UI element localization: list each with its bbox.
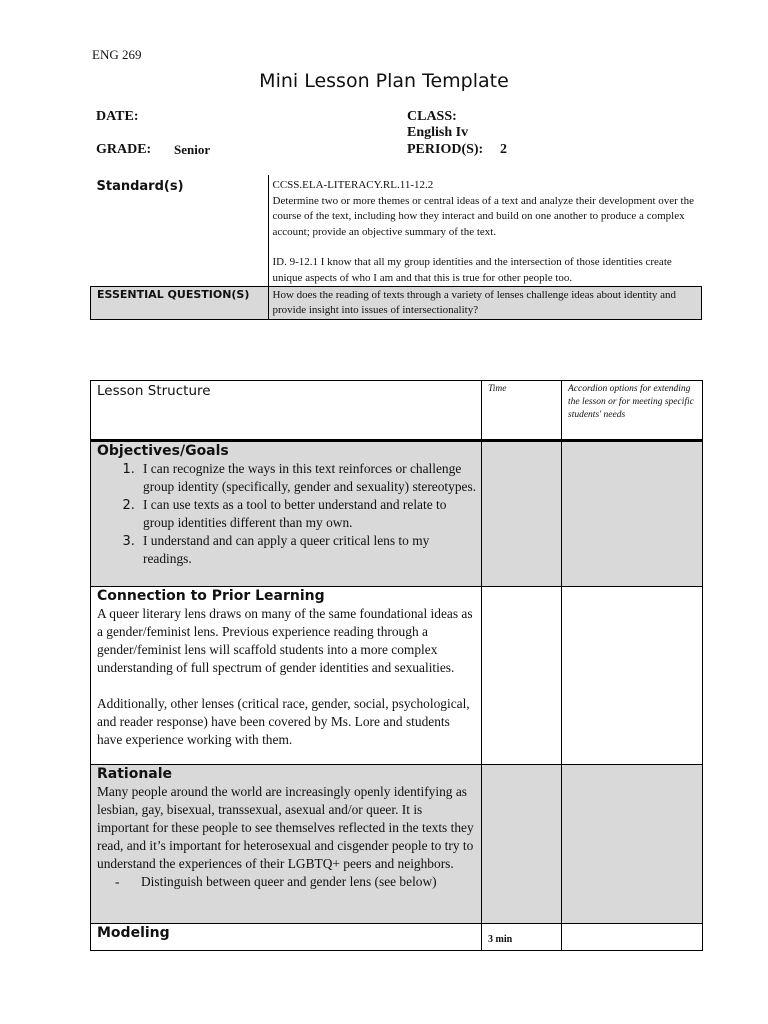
standards-description: Determine two or more themes or central ideas of a text and analyze their development over the course of the text, including how they interact and build on one another to produce a complex account; provide an objective summary of the text.	[272, 194, 694, 238]
modeling-accordion-cell	[562, 924, 703, 951]
modeling-title: Modeling	[97, 925, 170, 941]
prior-learning-time-cell	[482, 587, 562, 765]
objectives-time-cell	[482, 441, 562, 587]
essential-question-text: How does the reading of texts through a variety of lenses challenge ideas about identity and provide insight into issues of intersectionality?	[272, 289, 677, 316]
page-title: Mini Lesson Plan Template	[259, 70, 509, 92]
objectives-list	[91, 460, 481, 568]
objectives-accordion-cell	[562, 441, 703, 587]
prior-learning-paragraph: A queer literary lens draws on many of the same foundational ideas as a gender/feminist lens. Previous experience reading through a gender/feminist lens will scaffold students into a more complex understanding of full spectrum of gender identities and sexualities.	[97, 606, 473, 675]
lesson-table-header	[91, 381, 703, 441]
col-lesson-structure: Lesson Structure	[91, 381, 482, 441]
rationale-bullet: - Distinguish between queer and gender lens (see below)	[141, 873, 475, 891]
rationale-accordion-cell	[562, 765, 703, 924]
col-time: Time	[482, 381, 562, 441]
rationale-text: Many people around the world are increasingly openly identifying as lesbian, gay, bisexual, transsexual, asexual and/or queer. It is important for these people to see themselves reflected in the texts they read, and it’s important for heterosexual and cisgender people to try to understand the experiences of their LGBTQ+ peers and neighbors.	[97, 784, 474, 871]
col-accordion-options: Accordion options for extending the lesson or for meeting specific students' needs	[562, 381, 703, 441]
standards-table	[90, 175, 702, 320]
grade-label: GRADE:	[96, 142, 152, 157]
modeling-time: 3 min	[488, 934, 513, 945]
essential-question-row	[91, 287, 702, 320]
date-label: DATE:	[96, 109, 139, 124]
lesson-structure-table	[90, 380, 703, 951]
objective-item: 3. I understand and can apply a queer critical lens to my readings.	[139, 532, 477, 568]
class-value: English Iv	[407, 125, 469, 140]
prior-learning-paragraph: Additionally, other lenses (critical race, gender, social, psychological, and reader response) have been covered by Ms. Lore and students have experience working with them.	[97, 696, 470, 747]
prior-learning-title: Connection to Prior Learning	[97, 588, 325, 604]
standards-row	[91, 175, 702, 287]
rationale-row	[91, 765, 703, 924]
objectives-row	[91, 441, 703, 587]
period-label: PERIOD(S):	[407, 142, 484, 157]
grade-value: Senior	[174, 142, 211, 157]
class-label: CLASS:	[407, 109, 457, 124]
identity-standard: ID. 9-12.1 I know that all my group identities and the intersection of those identities create unique aspects of who I am and that this is true for other people too.	[272, 256, 672, 284]
rationale-title: Rationale	[97, 766, 173, 782]
rationale-bullets	[91, 873, 481, 891]
objectives-title: Objectives/Goals	[97, 443, 229, 459]
modeling-time-cell	[482, 924, 562, 951]
standards-label: Standard(s)	[96, 179, 184, 194]
prior-learning-accordion-cell	[562, 587, 703, 765]
objective-item: 2. I can use texts as a tool to better understand and relate to group identities different than my own.	[139, 496, 477, 532]
modeling-row	[91, 924, 703, 951]
standards-content	[268, 175, 702, 287]
rationale-time-cell	[482, 765, 562, 924]
period-value: 2	[500, 142, 507, 157]
standards-code: CCSS.ELA-LITERACY.RL.11-12.2	[272, 179, 434, 191]
essential-question-label: ESSENTIAL QUESTION(S)	[97, 288, 250, 301]
prior-learning-row	[91, 587, 703, 765]
objective-item: 1. I can recognize the ways in this text reinforces or challenge group identity (specifically, gender and sexuality) stereotypes.	[139, 460, 477, 496]
course-code: ENG 269	[92, 47, 142, 62]
